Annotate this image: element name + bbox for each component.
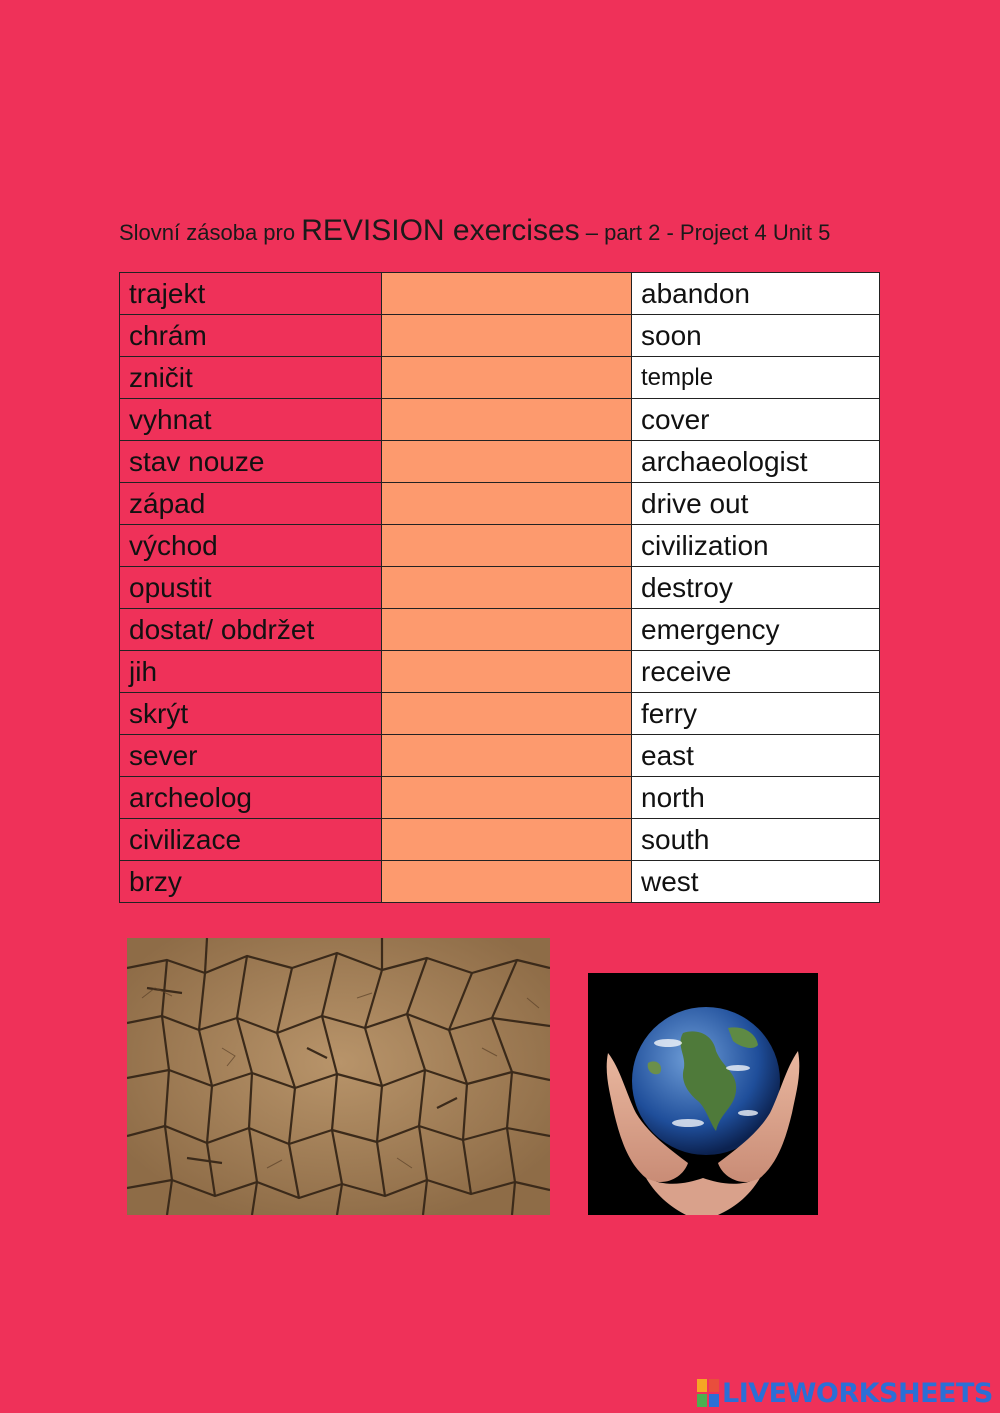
table-row <box>120 609 880 651</box>
english-word: east <box>632 735 880 777</box>
answer-cell[interactable] <box>382 567 632 609</box>
english-word: receive <box>632 651 880 693</box>
answer-cell[interactable] <box>382 441 632 483</box>
earth-in-hands-image <box>588 973 818 1215</box>
liveworksheets-logo <box>697 1378 993 1408</box>
table-row <box>120 861 880 903</box>
answer-input[interactable] <box>391 651 631 692</box>
answer-cell[interactable] <box>382 861 632 903</box>
english-word: drive out <box>632 483 880 525</box>
answer-input[interactable] <box>391 315 631 356</box>
english-word: destroy <box>632 567 880 609</box>
table-row <box>120 273 880 315</box>
title-main: REVISION exercises <box>301 214 580 247</box>
table-row <box>120 399 880 441</box>
table-row <box>120 651 880 693</box>
english-word: temple <box>632 357 880 399</box>
liveworksheets-logo-icon <box>697 1379 719 1407</box>
english-word: soon <box>632 315 880 357</box>
answer-cell[interactable] <box>382 357 632 399</box>
table-row <box>120 525 880 567</box>
cracked-earth-image <box>127 938 550 1215</box>
answer-cell[interactable] <box>382 651 632 693</box>
english-word: west <box>632 861 880 903</box>
czech-word: civilizace <box>120 819 382 861</box>
answer-cell[interactable] <box>382 819 632 861</box>
english-word: civilization <box>632 525 880 567</box>
answer-input[interactable] <box>391 693 631 734</box>
answer-cell[interactable] <box>382 693 632 735</box>
table-row <box>120 357 880 399</box>
answer-cell[interactable] <box>382 315 632 357</box>
english-word: cover <box>632 399 880 441</box>
answer-input[interactable] <box>391 609 631 650</box>
answer-input[interactable] <box>391 735 631 776</box>
answer-input[interactable] <box>391 399 631 440</box>
czech-word: východ <box>120 525 382 567</box>
table-row <box>120 483 880 525</box>
english-word: abandon <box>632 273 880 315</box>
table-row <box>120 693 880 735</box>
english-word: archaeologist <box>632 441 880 483</box>
answer-input[interactable] <box>391 777 631 818</box>
czech-word: sever <box>120 735 382 777</box>
czech-word: jih <box>120 651 382 693</box>
english-word: ferry <box>632 693 880 735</box>
czech-word: brzy <box>120 861 382 903</box>
czech-word: opustit <box>120 567 382 609</box>
vocabulary-table <box>119 272 880 903</box>
table-row <box>120 441 880 483</box>
english-word: north <box>632 777 880 819</box>
answer-cell[interactable] <box>382 483 632 525</box>
answer-cell[interactable] <box>382 273 632 315</box>
answer-input[interactable] <box>391 273 631 314</box>
logo-text: LIVEWORKSHEETS <box>722 1377 993 1409</box>
title-suffix: – part 2 - Project 4 Unit 5 <box>579 220 831 245</box>
table-row <box>120 315 880 357</box>
worksheet-title <box>119 214 830 248</box>
czech-word: chrám <box>120 315 382 357</box>
answer-input[interactable] <box>391 819 631 860</box>
czech-word: vyhnat <box>120 399 382 441</box>
answer-cell[interactable] <box>382 609 632 651</box>
answer-cell[interactable] <box>382 525 632 567</box>
english-word: emergency <box>632 609 880 651</box>
czech-word: západ <box>120 483 382 525</box>
table-row <box>120 819 880 861</box>
answer-input[interactable] <box>391 861 631 902</box>
czech-word: archeolog <box>120 777 382 819</box>
answer-input[interactable] <box>391 525 631 566</box>
czech-word: trajekt <box>120 273 382 315</box>
answer-input[interactable] <box>391 357 631 398</box>
czech-word: dostat/ obdržet <box>120 609 382 651</box>
answer-cell[interactable] <box>382 399 632 441</box>
answer-cell[interactable] <box>382 735 632 777</box>
answer-input[interactable] <box>391 441 631 482</box>
answer-input[interactable] <box>391 567 631 608</box>
czech-word: skrýt <box>120 693 382 735</box>
czech-word: stav nouze <box>120 441 382 483</box>
table-row <box>120 735 880 777</box>
answer-cell[interactable] <box>382 777 632 819</box>
table-row <box>120 567 880 609</box>
answer-input[interactable] <box>391 483 631 524</box>
english-word: south <box>632 819 880 861</box>
title-prefix: Slovní zásoba pro <box>119 220 302 245</box>
czech-word: zničit <box>120 357 382 399</box>
table-row <box>120 777 880 819</box>
